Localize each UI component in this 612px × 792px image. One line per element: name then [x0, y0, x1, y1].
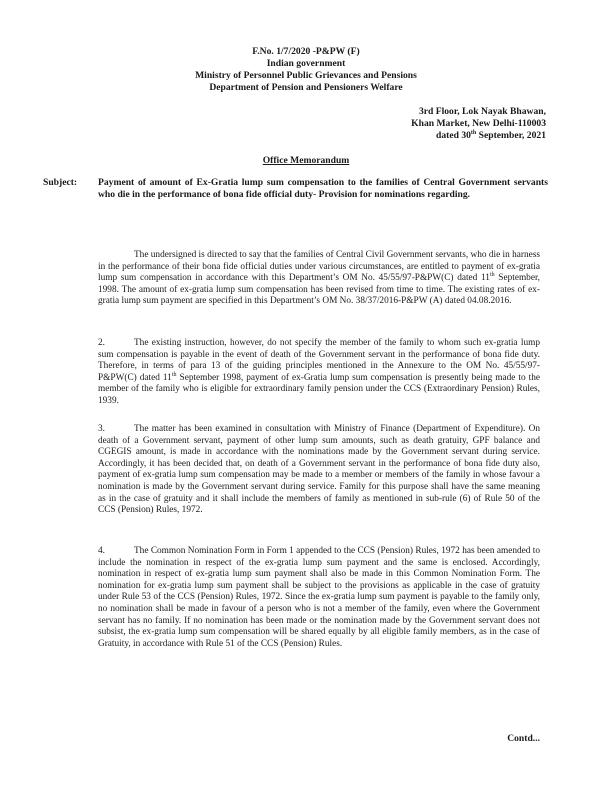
- continued-label: Contd...: [507, 733, 540, 744]
- file-number: F.No. 1/7/2020 -P&PW (F): [252, 46, 360, 57]
- department-name: Department of Pension and Pensioners Welfare: [209, 82, 403, 93]
- memo-title: Office Memorandum: [262, 155, 350, 166]
- paragraph-number: 4.: [98, 546, 105, 556]
- subject-text: Payment of amount of Ex-Gratia lump sum compensation to the families of Central Government servants who die in the performance of bona fide official duty- Provision for nominations regarding.: [98, 177, 548, 200]
- paragraph-1: The undersigned is directed to say that the families of Central Civil Government servants, who die in harness in the performance of their bona fide official duties under various circumstances, are entitled to payment of ex-gratia lump sum compensation in accordance with this Department’s OM No. 45/55/97-P&PW(C) dated 11th September, 1998. The amount of ex-gratia lump sum compensation has been revised from time to time. The existing rates of ex-gratia lump sum payment are specified in this Department’s OM No. 38/37/2016-P&PW (A) dated 04.08.2016.: [98, 250, 540, 307]
- paragraph-4: 4. The Common Nomination Form in Form 1 appended to the CCS (Pension) Rules, 1972 has been amended to include the nomination in respect of the ex-gratia lump sum payment and the same is enclosed. Accordingly, nomination in respect of ex-gratia lump sum payment shall also be made in this Common Nomination Form. The nomination for ex-gratia lump sum payment shall be subject to the provisions as applicable in the case of gratuity under Rule 53 of the CCS (Pension) Rules, 1972. Since the ex-gratia lump sum payment is payable to the family only, no nomination shall be made in favour of a person who is not a member of the family, even where the Government servant has no family. If no nomination has been made or the nomination made by the Government servant does not subsist, the ex-gratia lump sum compensation will be shared equally by all eligible family members, as in the case of Gratuity, in accordance with Rule 51 of the CCS (Pension) Rules.: [98, 546, 540, 649]
- subject-label: Subject:: [43, 177, 78, 188]
- paragraph-3: 3. The matter has been examined in consultation with Ministry of Finance (Department of Expenditure). On death of a Government servant, payment of other lump sum amounts, such as death gratuity, GPF balance and CGEGIS amount, is made in accordance with the nominations made by the Government servant during service. Accordingly, it has been decided that, on death of a Government servant in the performance of bona fide duty also, payment of ex-gratia lump sum compensation may be made to a member or members of the family in whose favour a nomination is made by the Government servant during service. Family for this purpose shall have the same meaning as in the case of gratuity and it shall include the members of family as mentioned in sub-rule (6) of Rule 50 of the CCS (Pension) Rules, 1972.: [98, 424, 540, 516]
- paragraph-number: 2.: [98, 338, 105, 348]
- government-name: Indian government: [266, 58, 346, 69]
- paragraph-number: 3.: [98, 424, 105, 434]
- ministry-name: Ministry of Personnel Public Grievances and Pensions: [195, 70, 417, 81]
- address-line-2: Khan Market, New Delhi-110003: [411, 118, 546, 129]
- address-line-1: 3rd Floor, Lok Nayak Bhawan,: [418, 106, 546, 117]
- memo-date: dated 30th September, 2021: [436, 129, 546, 141]
- paragraph-2: 2. The existing instruction, however, do not specify the member of the family to whom such ex-gratia lump sum compensation is payable in the event of death of the Government servant in the performance of bona fide duty. Therefore, in terms of para 13 of the guiding principles mentioned in the Annexure to the OM No. 45/55/97-P&PW(C) dated 11th September 1998, payment of ex-Gratia lump sum compensation is presently being made to the member of the family who is eligible for extraordinary family pension under the CCS (Extraordinary Pension) Rules, 1939.: [98, 338, 540, 406]
- subject: [43, 177, 548, 201]
